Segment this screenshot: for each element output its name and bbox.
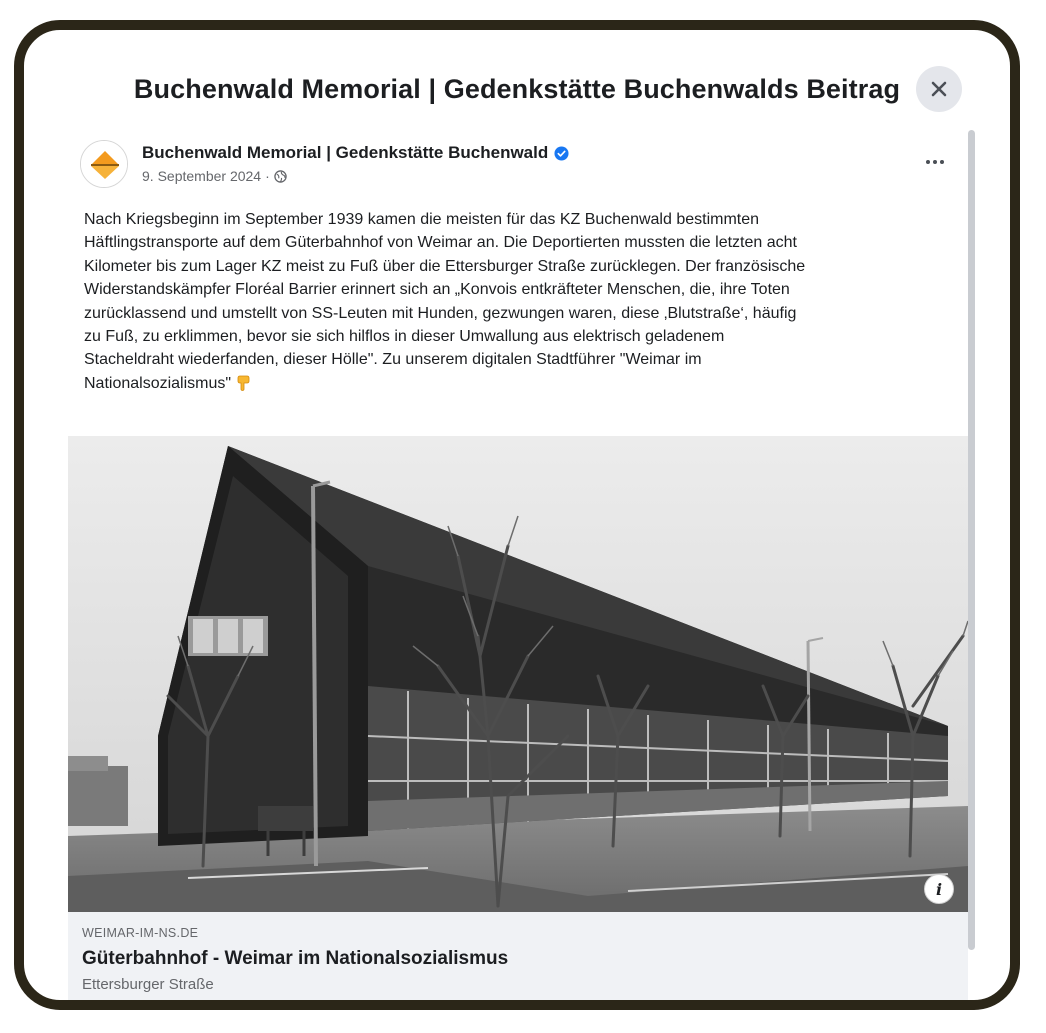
link-preview[interactable]: [68, 912, 968, 1004]
page-name: Buchenwald Memorial | Gedenkstätte Buchenwald: [142, 143, 549, 162]
post-text-line: Widerstandskämpfer Floréal Barrier erinnert sich an „Konvois entkräfteter Menschen, die, ihre Toten: [84, 281, 790, 299]
meta-separator: ·: [265, 168, 270, 184]
avatar[interactable]: [80, 140, 128, 188]
post-text-line: Nationalsozialismus": [84, 374, 232, 392]
post-text: [84, 208, 964, 395]
post-header: [68, 124, 968, 194]
scrollbar[interactable]: [968, 130, 975, 950]
buchenwald-logo-icon: [81, 141, 128, 188]
backhand-pointing-down-icon: [235, 373, 253, 391]
post-dialog: [14, 20, 1020, 1010]
link-subtitle: Ettersburger Straße: [82, 976, 214, 993]
close-icon: [929, 79, 949, 99]
globe-icon: [274, 170, 287, 183]
page-name-link[interactable]: [142, 143, 569, 163]
more-options-button[interactable]: [918, 150, 952, 174]
ellipsis-icon: [926, 160, 930, 164]
post-text-line: Nach Kriegsbeginn im September 1939 kamen die meisten für das KZ Buchenwald bestimmten: [84, 211, 760, 228]
post-meta: [142, 168, 287, 184]
post-text-line: zu Fuß, zu erklimmen, bevor sie sich hilflos in dieser Umwallung aus elektrisch geladenem: [84, 328, 725, 346]
link-title: Güterbahnhof - Weimar im Nationalsozialismus: [82, 948, 509, 969]
post-text-line-last: [84, 372, 964, 395]
link-domain: WEIMAR-IM-NS.DE: [82, 926, 199, 940]
info-button[interactable]: i: [924, 874, 954, 904]
post-text-line: Stacheldraht wiederfanden, dieser Hölle". Zu unserem digitalen Stadtführer "Weimar im: [84, 351, 702, 369]
post: [68, 124, 968, 1004]
post-text-line: zurücklassend und umstellt von SS-Leuten mit Hunden, gezwungen waren, diese ‚Blutstraße‘, häufig: [84, 304, 797, 322]
post-text-line: Kilometer bis zum Lager KZ meist zu Fuß über die Ettersburger Straße zurücklegen. Der französische: [84, 257, 806, 275]
close-button[interactable]: [916, 66, 962, 112]
verified-badge-icon: [554, 146, 569, 161]
freight-station-photo: [68, 436, 968, 912]
dialog-title: Buchenwald Memorial | Gedenkstätte Buchenwalds Beitrag: [133, 74, 901, 104]
link-image[interactable]: [68, 436, 968, 912]
post-date[interactable]: 9. September 2024: [142, 168, 262, 184]
post-text-line: Häftlingstransporte auf dem Güterbahnhof von Weimar an. Die Deportierten mussten die letzten acht: [84, 234, 797, 252]
